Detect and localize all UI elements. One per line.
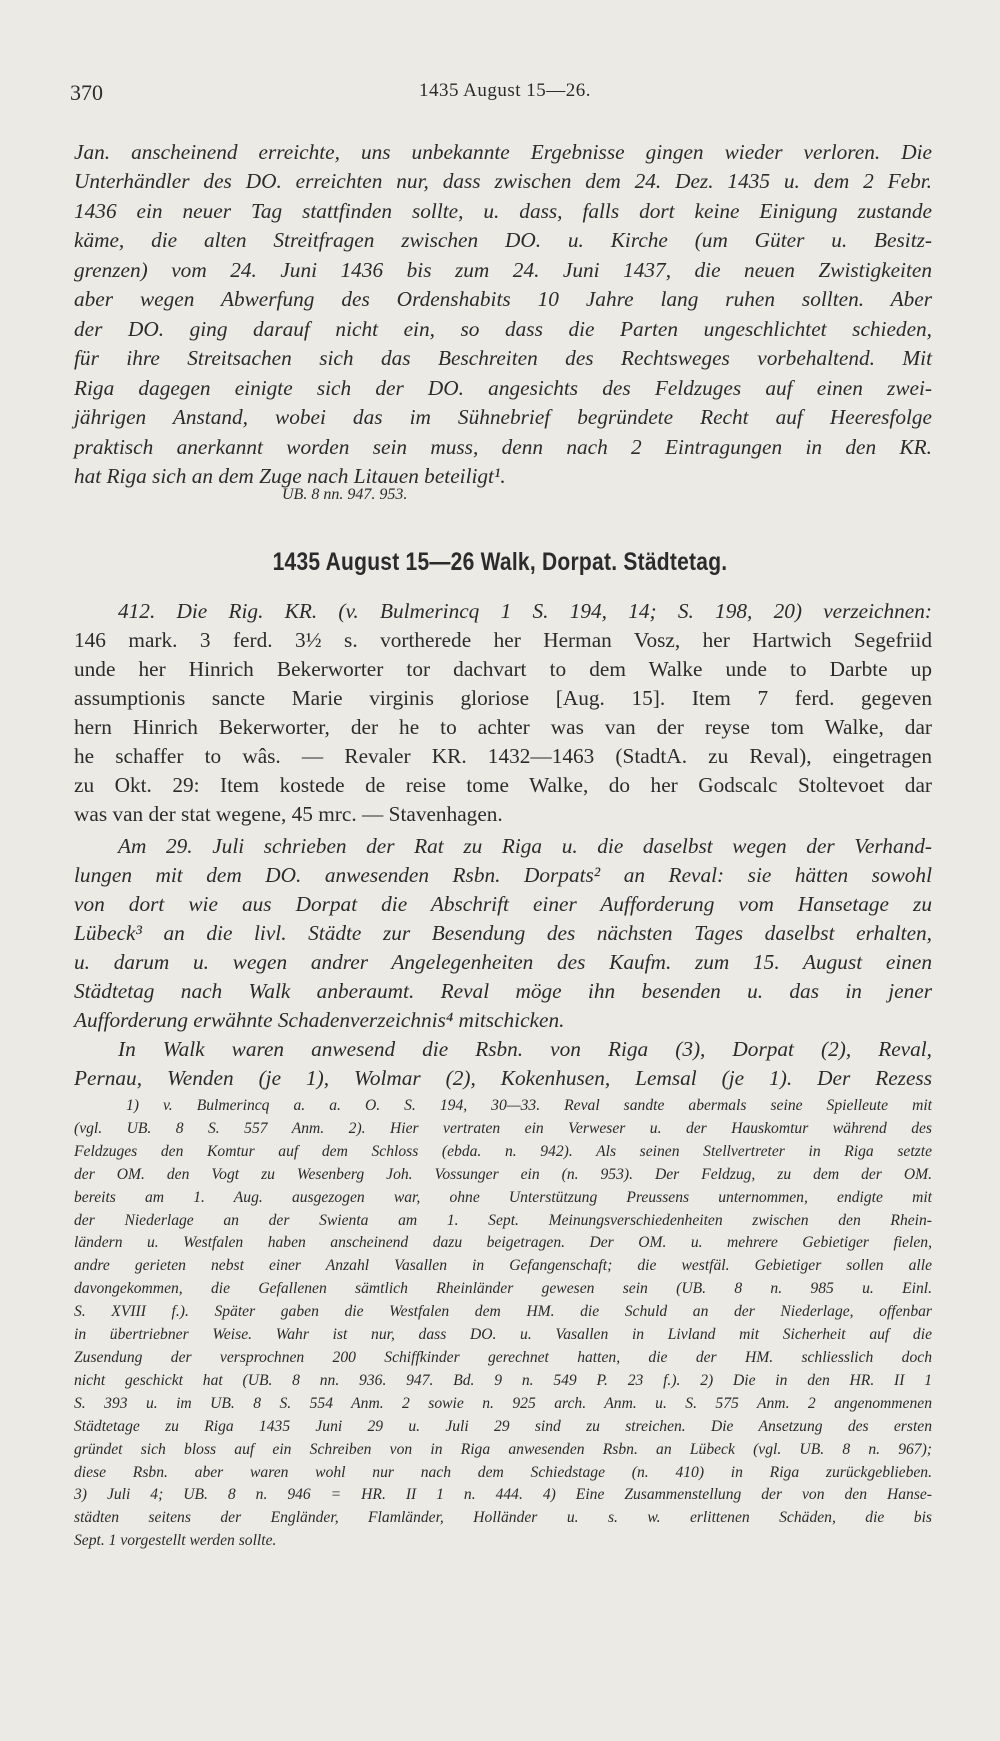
text-line: Riga dagegen einigte sich der DO. angesichts des Feldzuges auf einen zwei- <box>74 376 932 400</box>
text-line: hern Hinrich Bekerworter, der he to achter was van der reyse tom Walke, dar <box>74 715 932 739</box>
text-line: unde her Hinrich Bekerworter tor dachvart to dem Walke unde to Darbte up <box>74 657 932 681</box>
text-line: lungen mit dem DO. anwesenden Rsbn. Dorpats² an Reval: sie hätten sowohl <box>74 863 932 887</box>
footnote-line: Sept. 1 vorgestellt werden sollte. <box>74 1532 277 1550</box>
ub-reference: UB. 8 nn. 947. 953. <box>282 486 408 503</box>
footnote-line: S. 393 u. im UB. 8 S. 554 Anm. 2 sowie n. 925 arch. Anm. u. S. 575 Anm. 2 angenommenen <box>74 1394 932 1412</box>
footnote-line: ländern u. Westfalen haben anscheinend dazu beigetragen. Der OM. u. mehrere Gebietiger fielen, <box>74 1234 932 1252</box>
text-line: 146 mark. 3 ferd. 3½ s. vortherede her Herman Vosz, her Hartwich Segefriid <box>74 628 932 652</box>
text-line: Jan. anscheinend erreichte, uns unbekannte Ergebnisse gingen wieder verloren. Die <box>74 140 932 164</box>
footnote-line: der Niederlage an der Swienta am 1. Sept. Meinungsverschiedenheiten zwischen den Rhein- <box>74 1211 932 1229</box>
footnote-line: Zusendung der versprochnen 200 Schiffkinder gerechnet hatten, die der HM. schliesslich doch <box>74 1348 932 1366</box>
text-line: 1436 ein neuer Tag stattfinden sollte, u. dass, falls dort keine Einigung zustande <box>74 199 932 223</box>
text-line: Am 29. Juli schrieben der Rat zu Riga u. die daselbst wegen der Verhand- <box>118 834 932 858</box>
footnote-line: in übertriebner Weise. Wahr ist nur, dass DO. u. Vasallen in Livland mit Sicherheit auf die <box>74 1326 932 1344</box>
footnote-line: 1) v. Bulmerincq a. a. O. S. 194, 30—33. Reval sandte abermals seine Spielleute mit <box>126 1097 932 1114</box>
text-line: käme, die alten Streitfragen zwischen DO. u. Kirche (um Güter u. Besitz- <box>74 228 932 252</box>
footnote-line: S. XVIII f.). Später gaben die Westfalen dem HM. die Schuld an der Niederlage, offenbar <box>74 1303 932 1321</box>
text-line: Unterhändler des DO. erreichten nur, dass zwischen dem 24. Dez. 1435 u. dem 2 Febr. <box>74 169 932 193</box>
footnote-line: Städtetage zu Riga 1435 Juni 29 u. Juli 29 sind zu streichen. Die Ansetzung des ersten <box>74 1417 932 1435</box>
section-title: 1435 August 15—26 Walk, Dorpat. Städtetag. <box>272 548 728 576</box>
text-line: Aufforderung erwähnte Schadenverzeichnis⁴ mitschicken. <box>74 1008 565 1032</box>
text-line: assumptionis sancte Marie virginis gloriose [Aug. 15]. Item 7 ferd. gegeven <box>74 686 932 710</box>
footnote-line: bereits am 1. Aug. ausgezogen war, ohne Unterstützung Preussens unternommen, endigte mit <box>74 1188 932 1206</box>
text-line: praktisch anerkannt worden sein muss, denn nach 2 Eintragungen in den KR. <box>74 435 932 459</box>
text-line: hat Riga sich an dem Zuge nach Litauen beteiligt¹. <box>74 464 506 488</box>
footnote-line: der OM. den Vogt zu Wesenberg Joh. Vossunger ein (n. 953). Der Feldzug, zu dem der OM. <box>74 1165 932 1183</box>
text-line: jährigen Anstand, wobei das im Sühnebrief begründete Recht auf Heeresfolge <box>74 405 932 429</box>
footnote-line: diese Rsbn. aber waren wohl nur nach dem Schiedstage (n. 410) in Riga zurückgeblieben. <box>74 1463 932 1481</box>
text-line: he schaffer to wâs. — Revaler KR. 1432—1463 (StadtA. zu Reval), eingetragen <box>74 744 932 768</box>
footnote-line: andre gerieten nebst einer Anzahl Vasallen in Gefangenschaft; die westfäl. Gebietiger sollen alle <box>74 1257 932 1275</box>
footnote-line: davongekommen, die Gefallenen sämtlich Rheinländer gewesen sein (UB. 8 n. 985 u. Einl. <box>74 1280 932 1298</box>
footnote-line: nicht geschickt hat (UB. 8 nn. 936. 947. Bd. 9 n. 549 P. 23 f.). 2) Die in den HR. II 1 <box>74 1371 932 1389</box>
page-header <box>70 80 940 110</box>
text-line: aber wegen Abwerfung des Ordenshabits 10 Jahre lang ruhen sollten. Aber <box>74 287 932 311</box>
text-line: Pernau, Wenden (je 1), Wolmar (2), Kokenhusen, Lemsal (je 1). Der Rezess <box>74 1066 932 1090</box>
footnote-line: (vgl. UB. 8 S. 557 Anm. 2). Hier vertraten ein Verweser u. der Hauskomtur während des <box>74 1119 932 1137</box>
page-number: 370 <box>70 80 103 105</box>
footnote-line: 3) Juli 4; UB. 8 n. 946 = HR. II 1 n. 444. 4) Eine Zusammenstellung der von den Hanse- <box>74 1486 932 1504</box>
text-line: 412. Die Rig. KR. (v. Bulmerincq 1 S. 194, 14; S. 198, 20) verzeichnen: <box>118 599 932 623</box>
text-line: für ihre Streitsachen sich das Beschreiten des Rechtsweges vorbehaltend. Mit <box>74 346 932 370</box>
text-line: grenzen) vom 24. Juni 1436 bis zum 24. Juni 1437, die neuen Zwistigkeiten <box>74 258 932 282</box>
text-line: zu Okt. 29: Item kostede de reise tome Walke, do her Godscalc Stoltevoet dar <box>74 773 932 797</box>
text-line: der DO. ging darauf nicht ein, so dass die Parten ungeschlichtet schieden, <box>74 317 932 341</box>
text-line: Lübeck³ an die livl. Städte zur Besendung des nächsten Tages daselbst erhalten, <box>74 921 932 945</box>
footnote-line: gründet sich bloss auf ein Schreiben von in Riga anwesenden Rsbn. an Lübeck (vgl. UB. 8 n. 967); <box>74 1440 932 1458</box>
text-line: In Walk waren anwesend die Rsbn. von Riga (3), Dorpat (2), Reval, <box>118 1037 932 1061</box>
text-line: u. darum u. wegen andrer Angelegenheiten des Kaufm. zum 15. August einen <box>74 950 932 974</box>
running-title: 1435 August 15—26. <box>418 80 592 101</box>
footnote-line: Feldzuges den Komtur auf dem Schloss (ebda. n. 942). Als seinen Stellvertreter in Riga setzte <box>74 1142 932 1160</box>
footnotes <box>74 1095 932 1553</box>
text-line: Städtetag nach Walk anberaumt. Reval möge ihn besenden u. das in jener <box>74 979 932 1003</box>
text-line: von dort wie aus Dorpat die Abschrift einer Aufforderung vom Hansetage zu <box>74 892 932 916</box>
footnote-line: städten seitens der Engländer, Flamländer, Holländer u. s. w. erlittenen Schäden, die bis <box>74 1509 932 1527</box>
text-line: was van der stat wegene, 45 mrc. — Stavenhagen. <box>74 802 503 826</box>
